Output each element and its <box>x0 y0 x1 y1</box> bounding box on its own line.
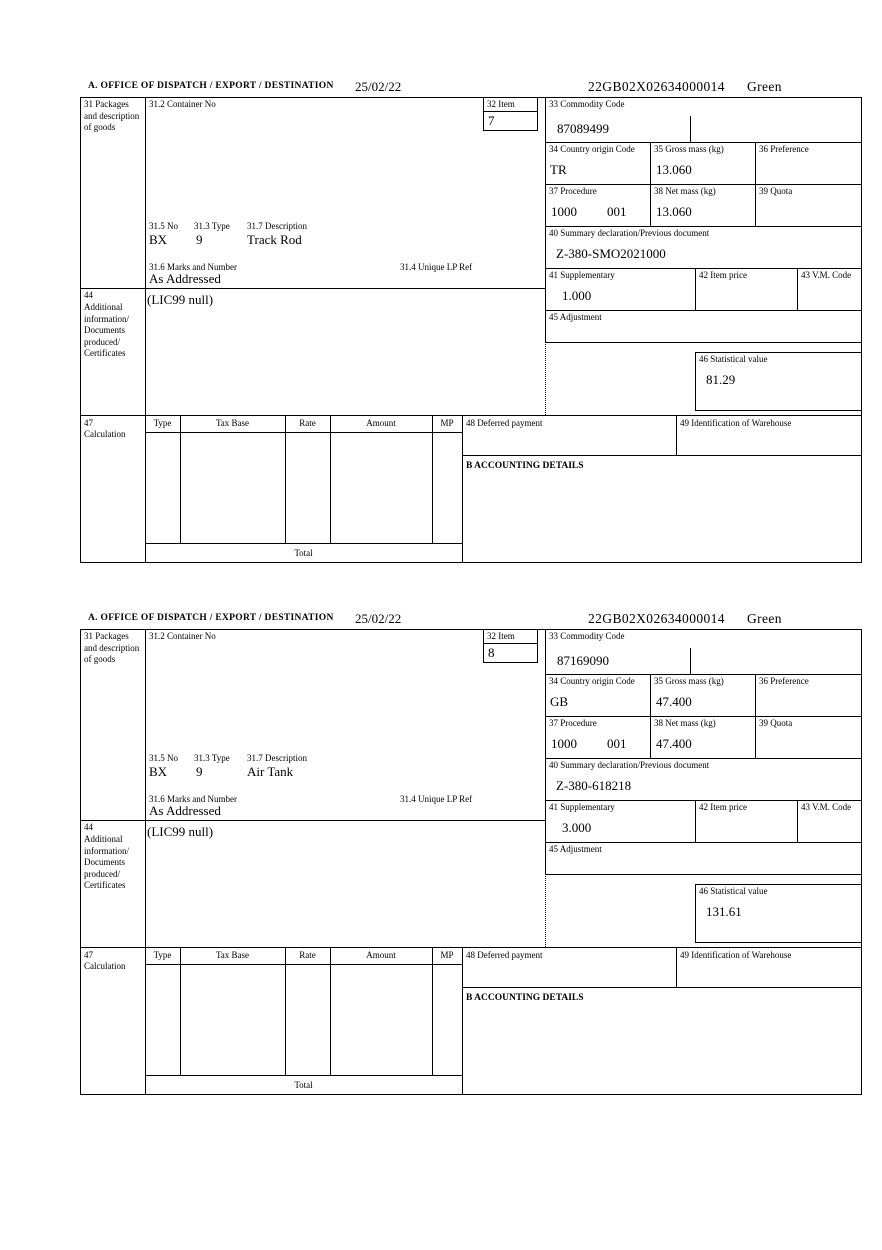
grid-line <box>462 455 862 456</box>
calculation-box-number: 47 <box>84 950 93 960</box>
grid-line <box>545 716 862 717</box>
grid-line <box>80 947 862 948</box>
additional-info-box-number: 44 <box>84 290 93 300</box>
procedure-value <box>551 205 627 219</box>
grid-line <box>537 629 538 663</box>
vm-code-label: 43 V.M. Code <box>801 270 852 280</box>
marks-numbers-label: 31.6 Marks and Number <box>149 794 237 804</box>
grid-line <box>695 410 862 411</box>
additional-info-value: (LIC99 null) <box>147 292 214 307</box>
container-no-label: 31.2 Container No <box>149 99 216 109</box>
grid-line <box>545 184 862 185</box>
grid-line <box>797 800 798 842</box>
marks-numbers-label: 31.6 Marks and Number <box>149 262 237 272</box>
declaration-reference: 22GB02X02634000014 <box>588 79 725 94</box>
gross-mass-value: 47.400 <box>656 694 692 709</box>
grid-line <box>545 268 862 269</box>
routing-status: Green <box>746 611 782 626</box>
supplementary-units-value: 1.000 <box>562 288 592 303</box>
procedure-value <box>551 737 627 751</box>
calc-header-tax-base: Tax Base <box>215 418 250 428</box>
calculation-label: Calculation <box>84 429 126 439</box>
grid-line <box>695 942 862 943</box>
accounting-details-label: B ACCOUNTING DETAILS <box>466 993 584 1003</box>
grid-line <box>462 947 463 1095</box>
grid-line <box>180 415 181 543</box>
declaration-reference: 22GB02X02634000014 <box>588 611 725 626</box>
grid-line <box>285 947 286 1075</box>
commodity-code-label: 33 Commodity Code <box>549 631 625 641</box>
additional-info-box-number: 44 <box>84 822 93 832</box>
grid-line <box>695 800 696 842</box>
dashed-divider-line <box>545 874 546 947</box>
procedure-label: 37 Procedure <box>549 718 597 728</box>
calc-header-type: Type <box>153 418 172 428</box>
goods-description-value: Track Rod <box>247 232 302 247</box>
package-type-value: 9 <box>196 232 203 247</box>
grid-line <box>695 884 862 885</box>
quota-label: 39 Quota <box>759 718 793 728</box>
unique-lp-ref-label: 31.4 Unique LP Ref <box>400 794 473 804</box>
grid-line <box>695 352 696 410</box>
total-label: Total <box>294 548 313 558</box>
package-type-label: 31.3 Type <box>194 221 230 231</box>
calc-header-type: Type <box>153 950 172 960</box>
procedure-code: 1000 <box>551 204 577 219</box>
grid-line <box>545 310 862 311</box>
office-of-dispatch-label: A. OFFICE OF DISPATCH / EXPORT / DESTINATION <box>88 81 334 91</box>
statistical-value: 131.61 <box>706 904 742 919</box>
packages-description-label: 31 Packages and description of goods <box>84 631 140 664</box>
statistical-value-label: 46 Statistical value <box>699 886 768 896</box>
packages-description-label: 31 Packages and description of goods <box>84 99 140 132</box>
statistical-value: 81.29 <box>706 372 736 387</box>
grid-line <box>861 97 862 563</box>
grid-line <box>432 947 433 1075</box>
grid-line <box>545 629 546 875</box>
additional-info-label: Additional information/ Documents produced/ Certificates <box>84 302 129 358</box>
package-no-value: BX <box>149 232 168 247</box>
grid-line <box>545 142 862 143</box>
grid-line <box>483 130 538 131</box>
calc-header-mp: MP <box>440 418 454 428</box>
grid-line <box>80 629 862 630</box>
gross-mass-value: 13.060 <box>656 162 692 177</box>
grid-line <box>80 415 862 416</box>
item-number-label: 32 Item <box>487 631 515 641</box>
grid-line <box>676 947 677 987</box>
declaration-item-section <box>0 610 882 1110</box>
procedure-label: 37 Procedure <box>549 186 597 196</box>
accounting-details-label: B ACCOUNTING DETAILS <box>466 461 584 471</box>
grid-line <box>80 820 545 821</box>
grid-line <box>145 97 146 563</box>
grid-line <box>330 947 331 1075</box>
supplementary-units-label: 41 Supplementary <box>549 802 615 812</box>
net-mass-label: 38 Net mass (kg) <box>654 718 716 728</box>
calc-header-mp: MP <box>440 950 454 960</box>
supplementary-units-value: 3.000 <box>562 820 592 835</box>
package-no-value: BX <box>149 764 168 779</box>
procedure-additional-code: 001 <box>607 204 627 219</box>
grid-line <box>80 97 862 98</box>
calc-header-rate: Rate <box>299 950 316 960</box>
calculation-label: Calculation <box>84 961 126 971</box>
goods-description-label: 31.7 Description <box>247 753 307 763</box>
dispatch-date: 25/02/22 <box>355 611 402 626</box>
grid-line <box>695 352 862 353</box>
preference-label: 36 Preference <box>759 144 809 154</box>
country-origin-label: 34 Country origin Code <box>549 676 635 686</box>
item-price-label: 42 Item price <box>699 802 747 812</box>
calc-header-amount: Amount <box>366 418 396 428</box>
gross-mass-label: 35 Gross mass (kg) <box>654 144 724 154</box>
package-type-value: 9 <box>196 764 203 779</box>
total-label: Total <box>294 1080 313 1090</box>
grid-line <box>483 111 538 112</box>
grid-line <box>145 543 462 544</box>
country-origin-value: TR <box>550 162 567 177</box>
adjustment-label: 45 Adjustment <box>549 312 602 322</box>
goods-description-label: 31.7 Description <box>247 221 307 231</box>
dashed-divider-line <box>545 342 546 415</box>
grid-line <box>483 643 538 644</box>
calc-header-rate: Rate <box>299 418 316 428</box>
net-mass-value: 47.400 <box>656 736 692 751</box>
grid-line <box>695 268 696 310</box>
office-of-dispatch-label: A. OFFICE OF DISPATCH / EXPORT / DESTINATION <box>88 613 334 623</box>
grid-line <box>545 674 862 675</box>
marks-numbers-value: As Addressed <box>149 803 221 818</box>
item-price-label: 42 Item price <box>699 270 747 280</box>
deferred-payment-label: 48 Deferred payment <box>466 950 543 960</box>
grid-line <box>545 758 862 759</box>
preference-label: 36 Preference <box>759 676 809 686</box>
grid-line <box>80 1094 862 1095</box>
container-no-label: 31.2 Container No <box>149 631 216 641</box>
additional-info-value: (LIC99 null) <box>147 824 214 839</box>
grid-line <box>755 674 756 758</box>
grid-line <box>755 142 756 226</box>
grid-line <box>285 415 286 543</box>
grid-line <box>545 842 862 843</box>
grid-line <box>80 562 862 563</box>
grid-line <box>797 268 798 310</box>
summary-declaration-label: 40 Summary declaration/Previous document <box>549 228 710 238</box>
grid-line <box>650 142 651 226</box>
grid-line <box>80 288 545 289</box>
grid-line <box>80 629 81 1095</box>
item-number-value: 8 <box>488 645 495 660</box>
grid-line <box>462 415 463 563</box>
grid-line <box>537 97 538 131</box>
deferred-payment-label: 48 Deferred payment <box>466 418 543 428</box>
net-mass-label: 38 Net mass (kg) <box>654 186 716 196</box>
grid-line <box>145 629 146 1095</box>
commodity-code-value: 87089499 <box>557 121 609 136</box>
commodity-code-separator-line <box>690 116 691 142</box>
commodity-code-separator-line <box>690 648 691 674</box>
grid-line <box>330 415 331 543</box>
grid-line <box>145 1075 462 1076</box>
grid-line <box>545 226 862 227</box>
package-no-label: 31.5 No <box>149 753 178 763</box>
commodity-code-label: 33 Commodity Code <box>549 99 625 109</box>
routing-status: Green <box>746 79 782 94</box>
grid-line <box>462 987 862 988</box>
grid-line <box>545 97 546 343</box>
supplementary-units-label: 41 Supplementary <box>549 270 615 280</box>
grid-line <box>483 662 538 663</box>
adjustment-label: 45 Adjustment <box>549 844 602 854</box>
marks-numbers-value: As Addressed <box>149 271 221 286</box>
grid-line <box>676 415 677 455</box>
summary-declaration-value: Z-380-SMO2021000 <box>556 246 666 261</box>
package-type-label: 31.3 Type <box>194 753 230 763</box>
calculation-box-number: 47 <box>84 418 93 428</box>
grid-line <box>545 342 862 343</box>
statistical-value-label: 46 Statistical value <box>699 354 768 364</box>
warehouse-id-label: 49 Identification of Warehouse <box>680 418 792 428</box>
goods-description-value: Air Tank <box>247 764 294 779</box>
declaration-header-right <box>588 79 782 95</box>
declaration-item-section <box>0 78 882 578</box>
grid-line <box>861 629 862 1095</box>
quota-label: 39 Quota <box>759 186 793 196</box>
procedure-additional-code: 001 <box>607 736 627 751</box>
unique-lp-ref-label: 31.4 Unique LP Ref <box>400 262 473 272</box>
grid-line <box>432 415 433 543</box>
summary-declaration-value: Z-380-618218 <box>556 778 632 793</box>
grid-line <box>545 874 862 875</box>
dispatch-date: 25/02/22 <box>355 79 402 94</box>
item-number-value: 7 <box>488 113 495 128</box>
commodity-code-value: 87169090 <box>557 653 609 668</box>
grid-line <box>145 964 462 965</box>
grid-line <box>180 947 181 1075</box>
item-number-label: 32 Item <box>487 99 515 109</box>
grid-line <box>145 432 462 433</box>
gross-mass-label: 35 Gross mass (kg) <box>654 676 724 686</box>
calc-header-amount: Amount <box>366 950 396 960</box>
grid-line <box>545 800 862 801</box>
grid-line <box>483 97 484 131</box>
declaration-header-right <box>588 611 782 627</box>
package-no-label: 31.5 No <box>149 221 178 231</box>
procedure-code: 1000 <box>551 736 577 751</box>
net-mass-value: 13.060 <box>656 204 692 219</box>
country-origin-value: GB <box>550 694 569 709</box>
calc-header-tax-base: Tax Base <box>215 950 250 960</box>
grid-line <box>650 674 651 758</box>
additional-info-label: Additional information/ Documents produced/ Certificates <box>84 834 129 890</box>
summary-declaration-label: 40 Summary declaration/Previous document <box>549 760 710 770</box>
vm-code-label: 43 V.M. Code <box>801 802 852 812</box>
grid-line <box>695 884 696 942</box>
grid-line <box>483 629 484 663</box>
country-origin-label: 34 Country origin Code <box>549 144 635 154</box>
warehouse-id-label: 49 Identification of Warehouse <box>680 950 792 960</box>
grid-line <box>80 97 81 563</box>
